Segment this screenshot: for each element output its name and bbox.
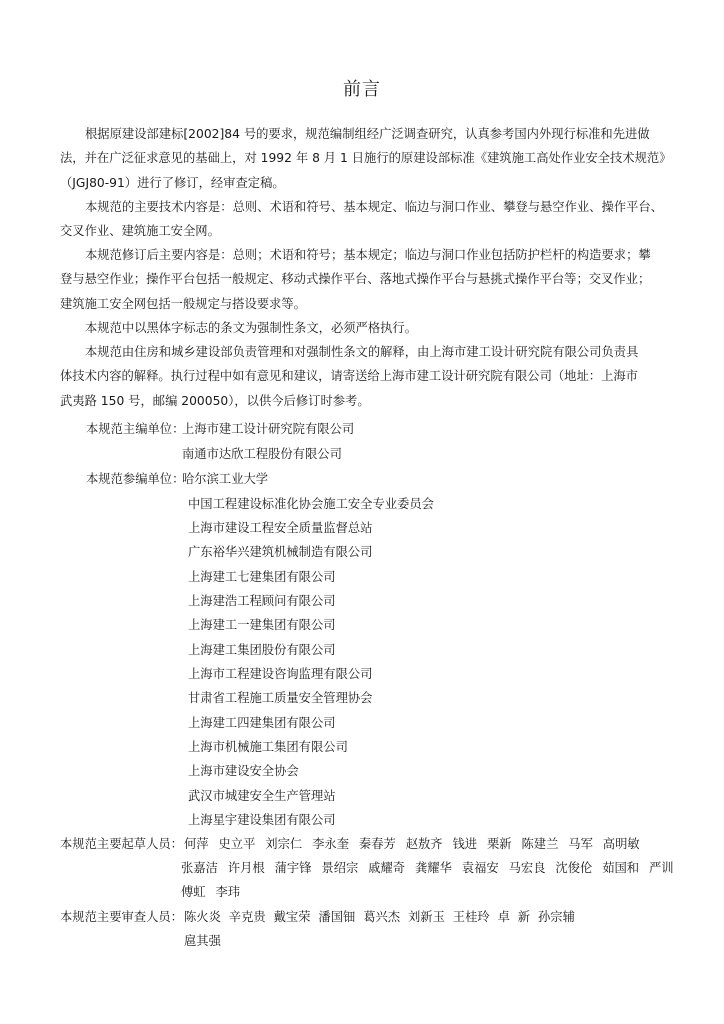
text-line: 本规范中以黑体字标志的条文为强制性条文，必须严格执行。: [85, 321, 418, 335]
text-line: 交叉作业、建筑施工安全网。: [60, 224, 220, 239]
participating-unit: 上海市建设安全协会: [188, 764, 299, 778]
text-line: 建筑施工安全网包括一般规定与搭设要求等。: [60, 296, 306, 311]
paragraph-management: [60, 340, 670, 413]
participating-unit: 上海建工一建集团有限公司: [188, 618, 336, 632]
reviewers-names: 扈其强: [184, 934, 221, 948]
paragraph-basis: [60, 122, 670, 195]
drafters-names: 何萍 史立平 刘宗仁 李永奎 秦春芳 赵敖齐 钱进 栗新 陈建兰 马军 高明敏: [184, 837, 640, 851]
participating-unit: 武汉市城建安全生产管理站: [188, 789, 336, 803]
reviewers-names: 陈火炎 辛克贵 戴宝荣 潘国钿 葛兴杰 刘新玉 王桂玲 卓 新 孙宗辅: [184, 910, 575, 924]
participating-label: 本规范参编单位：: [86, 472, 185, 486]
participating-unit: 上海建浩工程顾问有限公司: [188, 594, 336, 608]
page-title: 前言: [343, 79, 381, 100]
participating-unit: 上海市建设工程安全质量监督总站: [188, 521, 373, 535]
participating-unit: 上海市工程建设咨询监理有限公司: [188, 667, 373, 681]
participating-unit: 上海建工四建集团有限公司: [188, 716, 336, 730]
participating-unit: 甘肃省工程施工质量安全管理协会: [188, 691, 373, 705]
participating-unit: 哈尔滨工业大学: [182, 472, 269, 486]
text-line: 法，并在广泛征求意见的基础上，对 1992 年 8 月 1 日施行的原建设部标准《建筑施工高处作业安全技术规范》: [60, 151, 672, 166]
text-line: 本规范的主要技术内容是：总则、术语和符号、基本规定、临边与洞口作业、攀登与悬空作业、操作平台、: [85, 200, 663, 214]
participating-unit: 上海星宇建设集团有限公司: [188, 813, 336, 827]
text-line: 体技术内容的解释。执行过程中如有意见和建议，请寄送给上海市建工设计研究院有限公司（地址：上海市: [60, 369, 638, 384]
participating-unit: 广东裕华兴建筑机械制造有限公司: [188, 545, 373, 559]
text-line: （JGJ80-91）进行了修订，经审查定稿。: [60, 175, 285, 190]
paragraph-mandatory: [60, 316, 670, 340]
paragraph-revisions: [60, 243, 670, 316]
participating-unit: 中国工程建设标准化协会施工安全专业委员会: [188, 497, 434, 511]
drafters-names: 张嘉洁 许月根 蒲宇锋 景绍宗 戚耀奇 龚耀华 袁福安 马宏良 沈俊伦 茹国和 严训: [181, 861, 674, 875]
drafters-names: 傅虹 李玮: [181, 885, 241, 899]
reviewers-label: 本规范主要审查人员：: [60, 910, 183, 924]
participating-unit: 上海建工集团股份有限公司: [188, 643, 336, 657]
text-line: 本规范由住房和城乡建设部负责管理和对强制性条文的解释，由上海市建工设计研究院有限公司负责具: [85, 345, 639, 359]
drafters-label: 本规范主要起草人员：: [60, 837, 183, 851]
chief-editor-label: 本规范主编单位：: [86, 422, 185, 436]
participating-unit: 上海市机械施工集团有限公司: [188, 740, 348, 754]
text-line: 登与悬空作业；操作平台包括一般规定、移动式操作平台、落地式操作平台与悬挑式操作平台等；交叉作业；: [60, 272, 651, 287]
chief-editor-unit: 南通市达欣工程股份有限公司: [182, 447, 342, 461]
participating-unit: 上海建工七建集团有限公司: [188, 570, 336, 584]
text-line: 根据原建设部建标[2002]84 号的要求，规范编制组经广泛调查研究，认真参考国内外现行标准和先进做: [85, 127, 650, 141]
chief-editor-unit: 上海市建工设计研究院有限公司: [182, 422, 355, 436]
text-line: 武夷路 150 号，邮编 200050），以供今后修订时参考。: [60, 393, 370, 408]
text-line: 本规范修订后主要内容是：总则；术语和符号；基本规定；临边与洞口作业包括防护栏杆的构造要求；攀: [85, 248, 651, 262]
paragraph-main-content: [60, 195, 670, 244]
